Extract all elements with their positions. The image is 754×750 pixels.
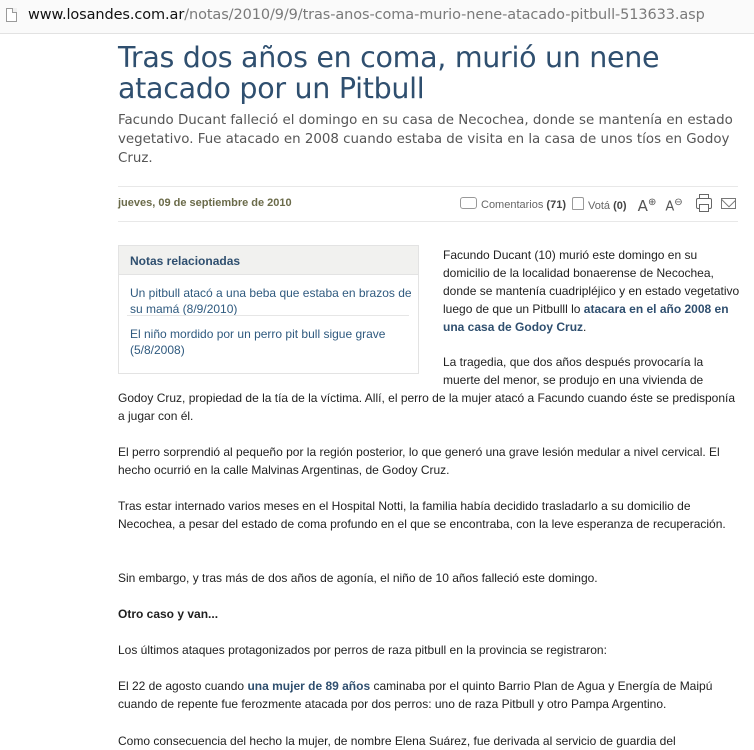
body-paragraph: El perro sorprendió al pequeño por la región posterior, lo que generó una grave lesión medular a nivel cervical. El hecho ocurrió en la calle Malvinas Argentinas, de Godoy Cruz. (118, 445, 720, 477)
increase-font-button[interactable] (636, 192, 658, 214)
body-paragraph: Tras estar internado varios meses en el Hospital Notti, la familia había decidido trasladarlo a su domicilio de Necochea, a pesar del estado de coma profundo en el que se encontraba, con la leve esperanza de recuperación. (118, 499, 726, 531)
related-note-link[interactable]: El niño mordido por un perro pit bull sigue grave (5/8/2008) (130, 327, 386, 357)
comments-count: (71) (546, 199, 566, 211)
printer-icon (696, 198, 712, 209)
body-paragraph: La tragedia, que dos años después provocaría la muerte del menor, se produjo en una vivienda de (443, 355, 704, 387)
article-title: Tras dos años en coma, murió un nene atacado por un Pitbull (118, 41, 660, 105)
body-paragraph: Godoy Cruz, propiedad de la tía de la víctima. Allí, el perro de la mujer atacó a Facundo cuando éste se predisponía a jugar con él. (118, 391, 736, 423)
inline-link[interactable]: atacara en el año 2008 en una casa de Godoy Cruz (443, 302, 729, 334)
comments-label: Comentarios (481, 199, 544, 211)
paragraph-text: Facundo Ducant (10) murió este domingo en su domicilio de la localidad bonaerense de Necochea, donde se mantenía cuadripléjico y en estado vegetativo luego de que un Pitbulll lo (443, 248, 740, 316)
article-subtitle: Facundo Ducant falleció el domingo en su casa de Necochea, donde se mantenía en estado vegetativo. Fue atacado en 2008 cuando estaba de visita en la casa de unos tíos en Godoy Cruz. (118, 113, 733, 166)
paragraph-text: El 22 de agosto cuando (118, 679, 248, 693)
body-paragraph: Sin embargo, y tras más de dos años de agonía, el niño de 10 años falleció este domingo. (118, 571, 598, 585)
minus-icon: ⊖ (674, 197, 683, 208)
article-meta-bar (118, 186, 738, 222)
body-paragraph: Los últimos ataques protagonizados por perros de raza pitbull en la provincia se registraron: (118, 643, 607, 657)
vote-count: (0) (613, 200, 627, 212)
vote-label: Votá (588, 200, 611, 212)
url-host: www.losandes.com.ar (28, 7, 185, 23)
vote-link[interactable] (572, 197, 627, 212)
comment-icon (460, 197, 477, 209)
comments-link[interactable] (460, 197, 566, 211)
section-subheading: Otro caso y van... (118, 607, 219, 621)
plus-icon: ⊕ (647, 197, 657, 208)
paragraph-text: caminaba por el quinto Barrio Plan de Agua y Energía de Maipú cuando de repente fue ferozmente atacada por dos perros: uno de raza Pitbull y otro Pampa Argentino. (118, 679, 713, 711)
inline-link[interactable]: una mujer de 89 años (247, 679, 371, 693)
article-date: jueves, 09 de septiembre de 2010 (118, 197, 292, 209)
decrease-font-icon: A (665, 199, 675, 215)
body-paragraph (118, 677, 743, 713)
url-path: /notas/2010/9/9/tras-anos-coma-murio-nene-atacado-pitbull-513633.asp (184, 7, 705, 23)
paragraph-text: . (583, 320, 587, 334)
body-paragraph (443, 246, 743, 336)
decrease-font-button[interactable] (663, 192, 685, 214)
print-button[interactable] (692, 192, 714, 214)
envelope-icon (721, 198, 736, 209)
body-paragraph: Como consecuencia del hecho la mujer, de nombre Elena Suárez, fue derivada al servicio de guardia del (118, 734, 676, 748)
related-note-link[interactable]: Un pitbull atacó a una beba que estaba en brazos de su mamá (8/9/2010) (130, 286, 412, 316)
related-notes-heading: Notas relacionadas (130, 254, 241, 268)
related-notes-header (119, 246, 418, 275)
url-text[interactable] (28, 7, 705, 23)
page-icon (6, 8, 17, 22)
email-button[interactable] (718, 192, 740, 214)
related-notes-box (118, 245, 419, 374)
increase-font-icon: A (637, 197, 648, 215)
divider (127, 315, 409, 316)
thumbs-up-icon (572, 197, 584, 210)
address-bar[interactable] (0, 0, 754, 34)
